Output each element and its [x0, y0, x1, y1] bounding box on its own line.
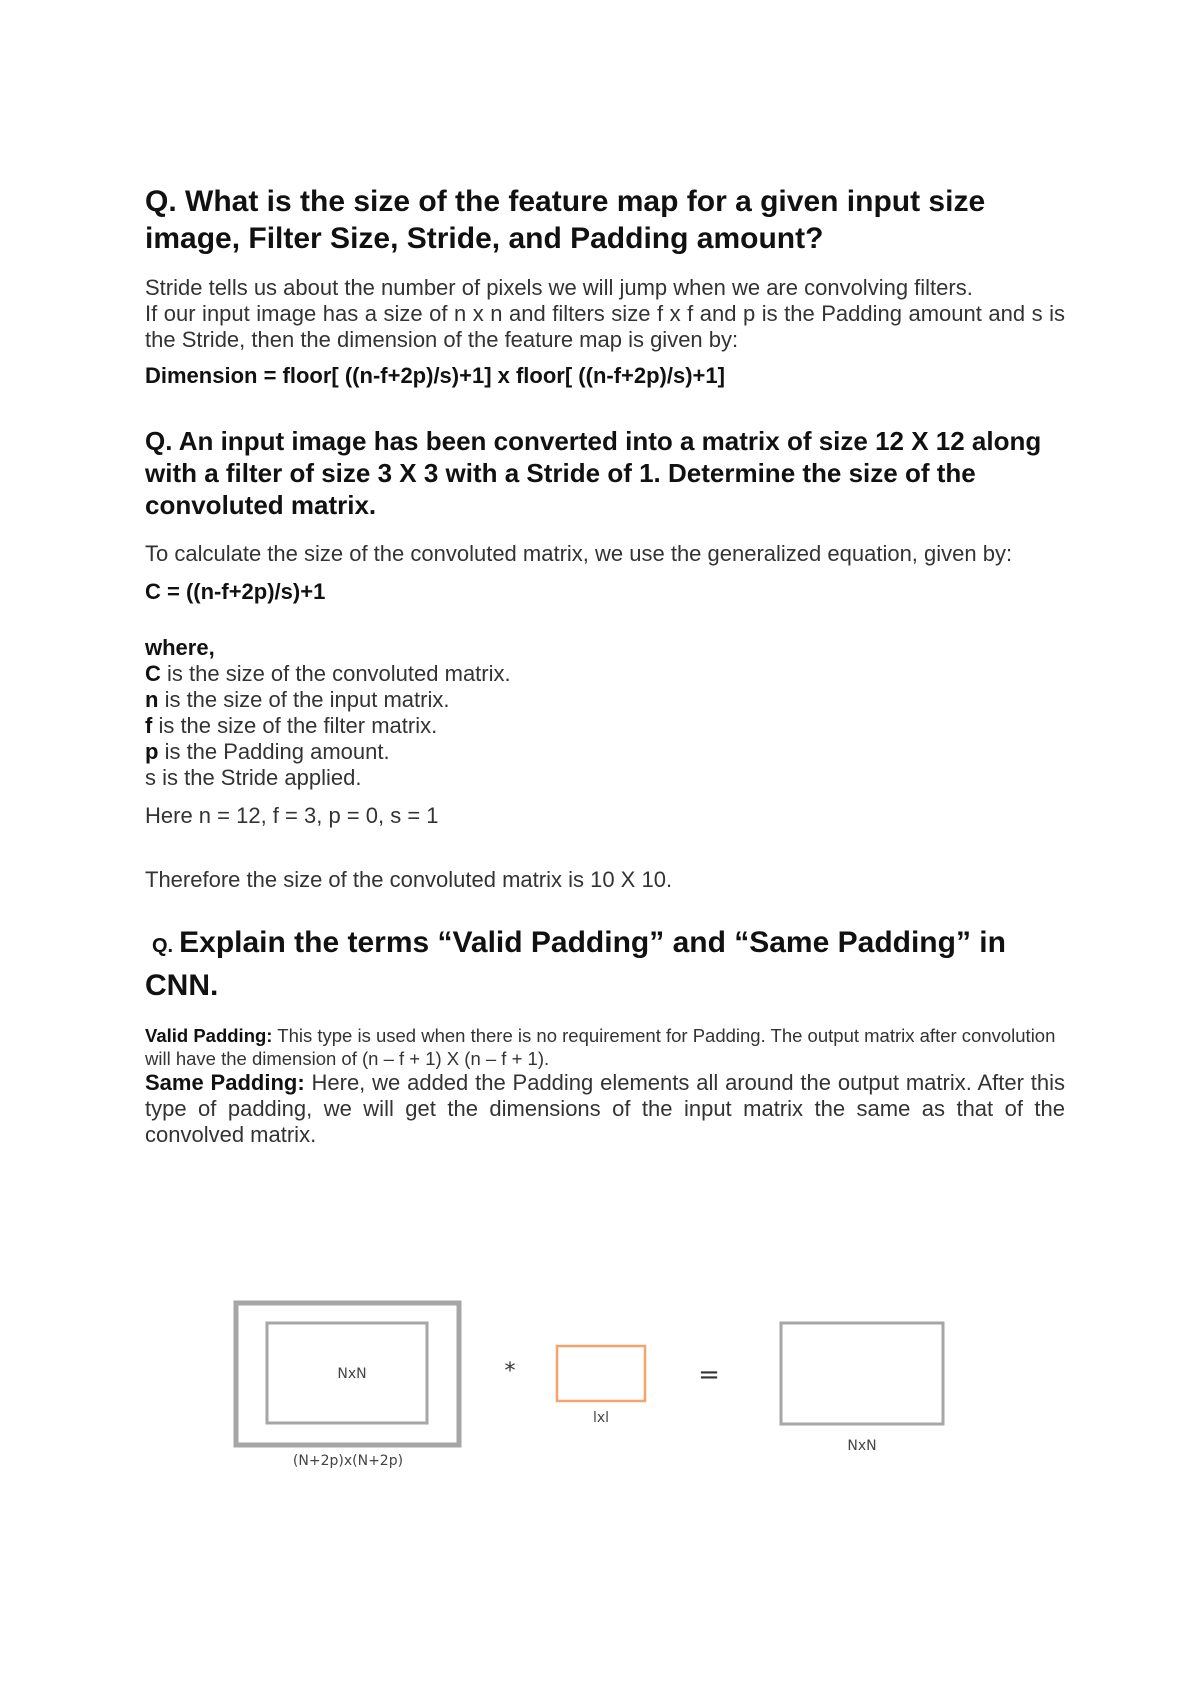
definition-item — [145, 713, 1065, 739]
question-heading-padding — [145, 923, 1065, 1006]
input-outer-label: (N+2p)x(N+2p) — [292, 1453, 404, 1469]
where-label: where, — [145, 635, 215, 660]
convolution-intro: To calculate the size of the convoluted matrix, we use the generalized equation, given by: — [145, 541, 1013, 566]
valid-padding-definition — [145, 1024, 1065, 1070]
convolution-formula: C = ((n-f+2p)/s)+1 — [145, 579, 326, 604]
same-padding-label: Same Padding: — [145, 1070, 305, 1095]
filter-box — [557, 1346, 645, 1401]
definition-term: n — [145, 687, 159, 712]
definition-item — [145, 765, 1065, 791]
given-values: Here n = 12, f = 3, p = 0, s = 1 — [145, 803, 439, 828]
equals-sign: = — [698, 1360, 720, 1390]
definition-item — [145, 739, 1065, 765]
output-box — [781, 1323, 943, 1424]
valid-padding-text: This type is used when there is no requirement for Padding. The output matrix after convolution will have the dimension of (n – f + 1) X (n – f + 1). — [145, 1025, 1056, 1069]
definition-term: p — [145, 739, 159, 764]
document-page — [145, 183, 1065, 1148]
question-prefix: Q. — [152, 935, 174, 957]
input-inner-label: NxN — [337, 1366, 367, 1382]
valid-padding-label: Valid Padding: — [145, 1025, 273, 1046]
input-inner-box — [267, 1323, 427, 1423]
stride-explanation: Stride tells us about the number of pixels we will jump when we are convolving filters. — [145, 275, 973, 300]
filter-label: lxl — [592, 1410, 610, 1426]
definition-text: s is the Stride applied. — [145, 765, 362, 790]
same-padding-text: Here, we added the Padding elements all around the output matrix. After this type of padding, we will get the dimensions of the input matrix the same as that of the convolved matrix. — [145, 1070, 1066, 1147]
question-heading-feature-map: Q. What is the size of the feature map for a given input size image, Filter Size, Stride, and Padding amount? — [145, 185, 986, 255]
question-text: Explain the terms “Valid Padding” and “Same Padding” in CNN. — [145, 926, 1006, 1002]
definition-text: is the size of the filter matrix. — [152, 713, 438, 738]
definition-term: C — [145, 661, 161, 686]
definition-text: is the size of the input matrix. — [158, 687, 450, 712]
definition-item — [145, 661, 1065, 687]
convolution-operator: * — [504, 1359, 516, 1384]
definition-text: is the Padding amount. — [158, 739, 390, 764]
same-padding-definition — [145, 1070, 1065, 1148]
dimension-explanation: If our input image has a size of n x n and filters size f x f and p is the Padding amount and s is the Stride, then the dimension of the feature map is given by: — [145, 301, 1065, 352]
dimension-formula: Dimension = floor[ ((n-f+2p)/s)+1] x floor[ ((n-f+2p)/s)+1] — [145, 363, 725, 388]
output-label: NxN — [847, 1438, 877, 1454]
definition-item — [145, 687, 1065, 713]
question-heading-convoluted-matrix: Q. An input image has been converted into a matrix of size 12 X 12 along with a filter of size 3 X 3 with a Stride of 1. Determine the size of the convoluted matrix. — [145, 426, 1042, 520]
definition-text: is the size of the convoluted matrix. — [160, 661, 511, 686]
conclusion: Therefore the size of the convoluted matrix is 10 X 10. — [145, 867, 673, 892]
padded-input-outer-box — [236, 1303, 459, 1445]
definition-term: f — [145, 713, 153, 738]
